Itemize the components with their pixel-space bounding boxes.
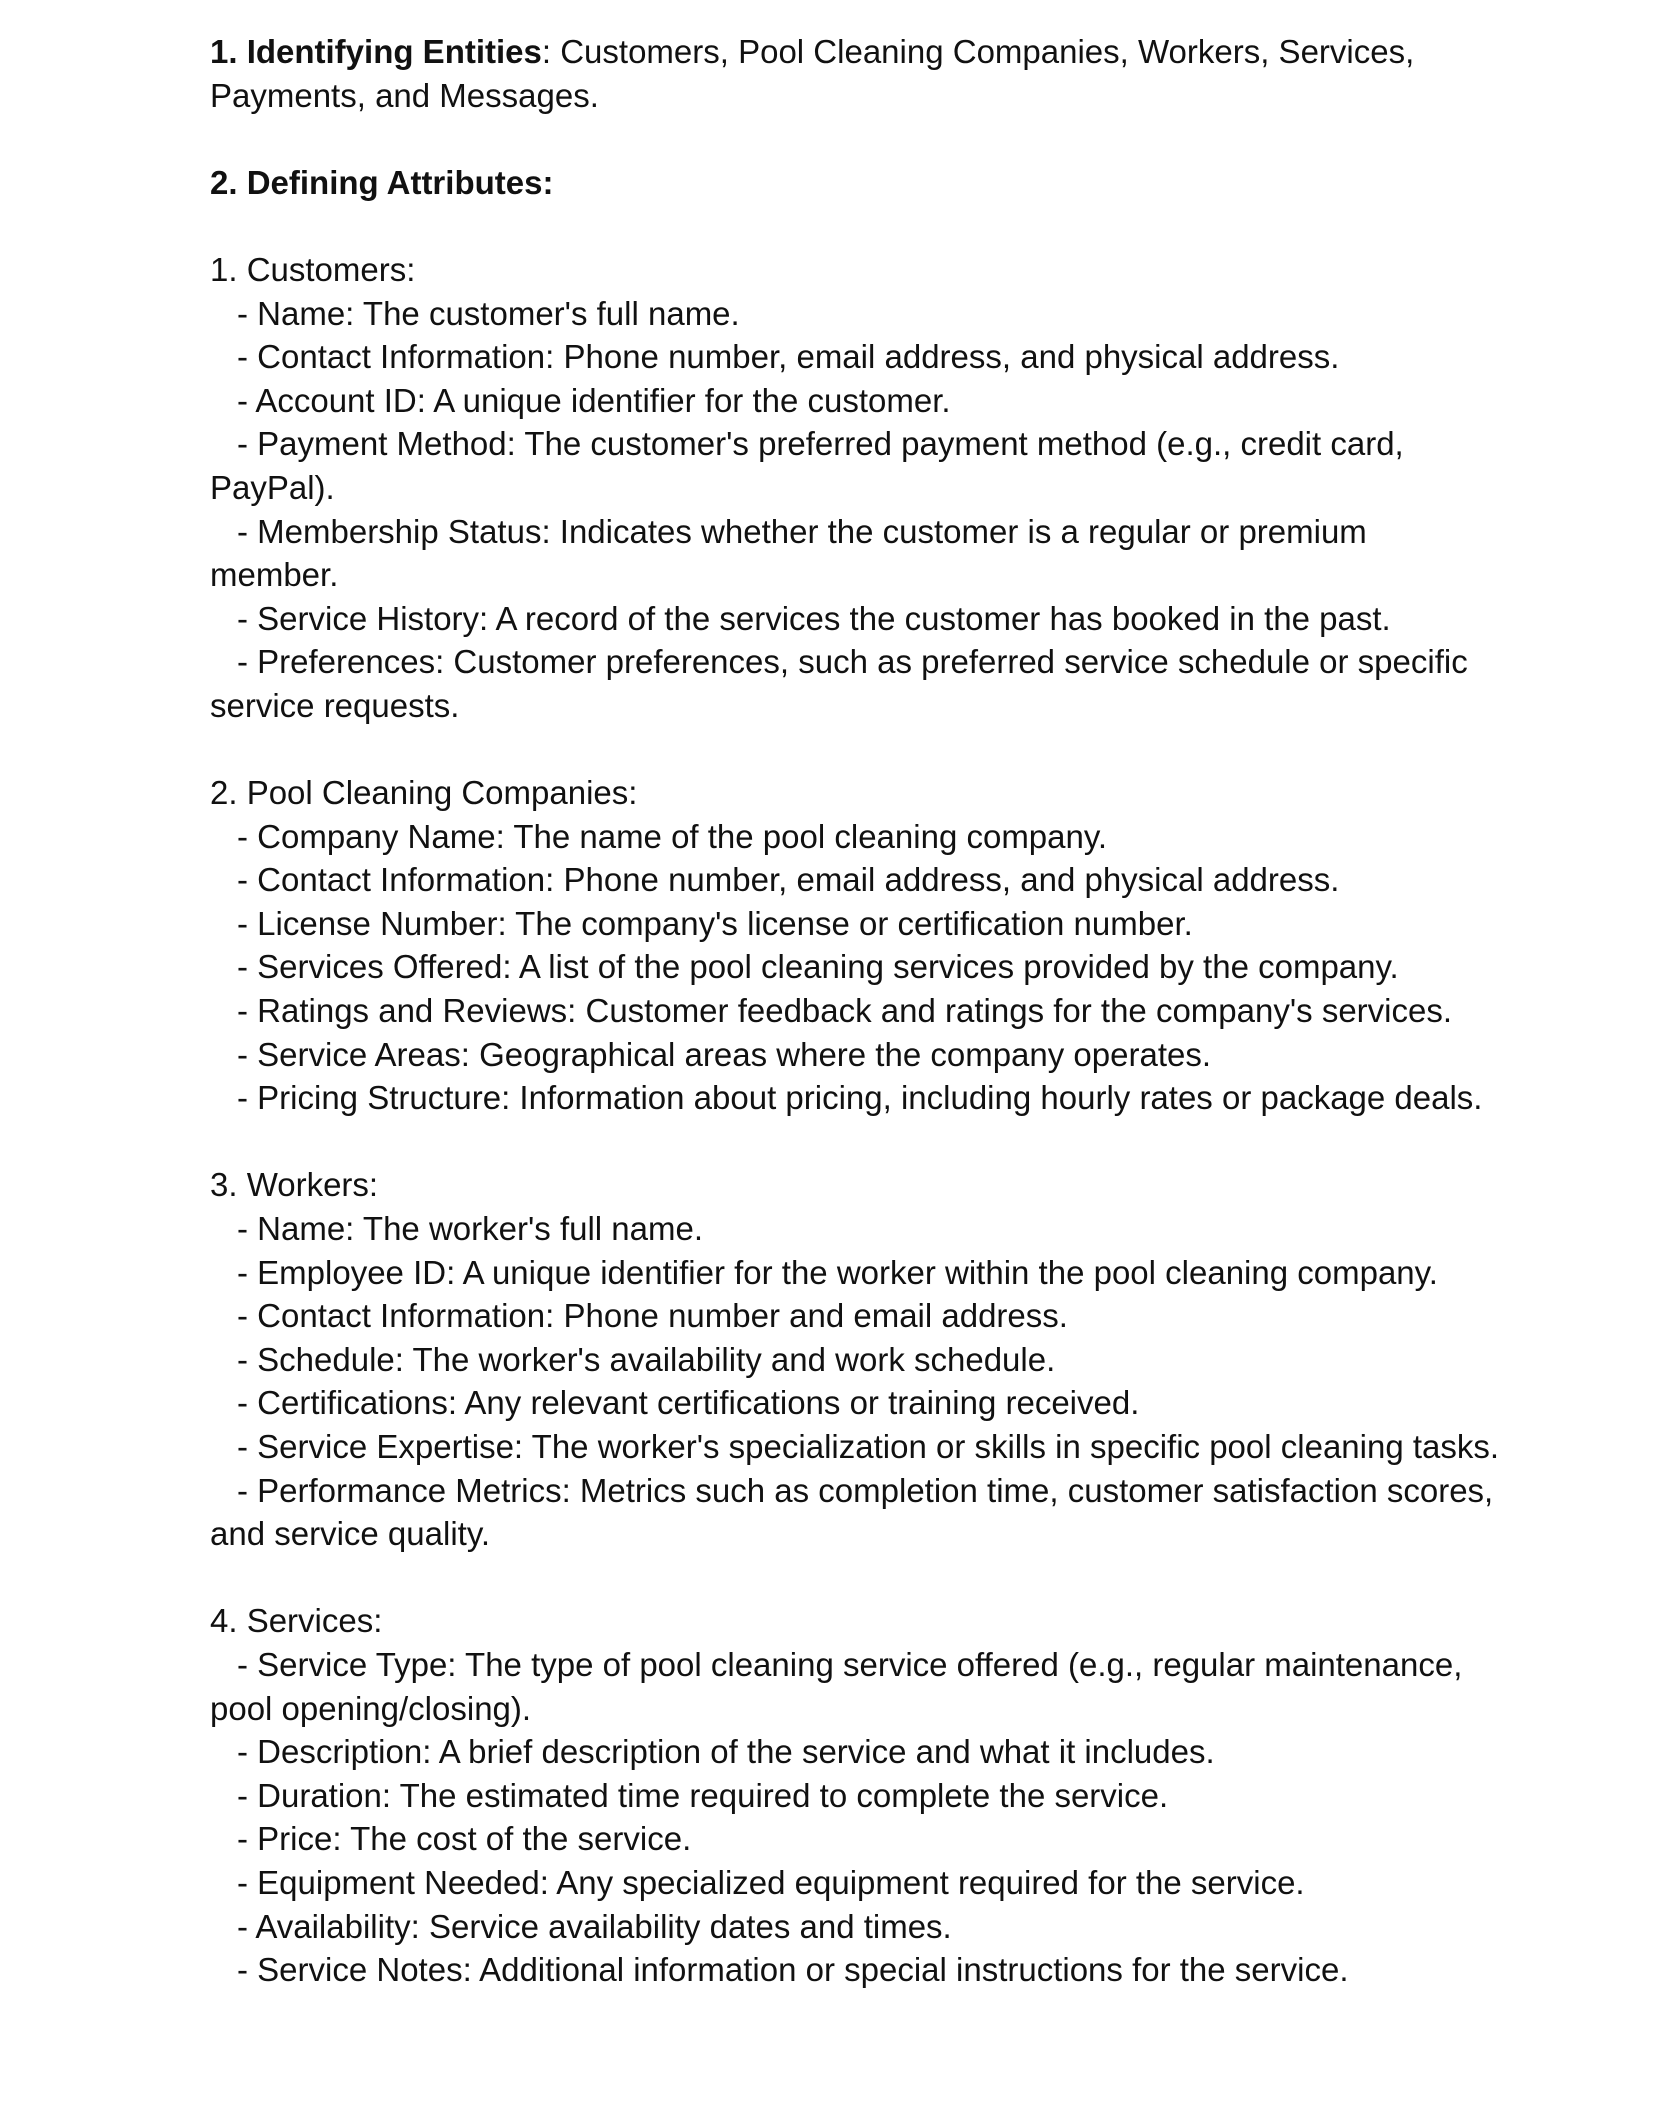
section-heading: 4. Services:	[210, 1602, 383, 1640]
attribute-item: - Name: The customer's full name.	[237, 294, 740, 332]
attribute-item: - Service Notes: Additional information or special instructions for the service.	[237, 1951, 1349, 1989]
attribute-item: - Payment Method: The customer's preferred payment method (e.g., credit card, PayPal).	[210, 425, 1413, 506]
attribute-item: - Pricing Structure: Information about pricing, including hourly rates or package deals.	[237, 1079, 1483, 1117]
spacer	[210, 1556, 1500, 1600]
attribute-item: - Membership Status: Indicates whether the customer is a regular or premium member.	[210, 512, 1376, 594]
attribute-item: - Services Offered: A list of the pool cleaning services provided by the company.	[237, 948, 1399, 986]
entity-sections	[210, 248, 1503, 1992]
attribute-item: - Certifications: Any relevant certifications or training received.	[237, 1384, 1140, 1422]
attribute-item: - Description: A brief description of the service and what it includes.	[237, 1733, 1215, 1771]
defining-attributes-heading: 2. Defining Attributes:	[210, 163, 554, 201]
attribute-item: - Contact Information: Phone number and email address.	[237, 1297, 1068, 1335]
attribute-item: - Account ID: A unique identifier for the customer.	[237, 381, 951, 419]
section-heading: 3. Workers:	[210, 1166, 379, 1204]
spacer	[210, 204, 1500, 248]
entity-section	[210, 1163, 1503, 1555]
attribute-item: - Contact Information: Phone number, email address, and physical address.	[237, 338, 1340, 376]
spacer	[210, 1120, 1500, 1164]
entity-section	[210, 248, 1500, 728]
attribute-item: - Service Type: The type of pool cleaning service offered (e.g., regular maintenance, pool opening/closing).	[210, 1645, 1472, 1727]
attribute-item: - Equipment Needed: Any specialized equipment required for the service.	[237, 1863, 1305, 1901]
attribute-item: - Availability: Service availability dates and times.	[237, 1907, 952, 1945]
attribute-item: - Service Areas: Geographical areas where the company operates.	[237, 1035, 1212, 1073]
attribute-item: - Service History: A record of the services the customer has booked in the past.	[237, 599, 1391, 637]
attribute-item: - Schedule: The worker's availability and work schedule.	[237, 1340, 1056, 1378]
attribute-item: - Performance Metrics: Metrics such as completion time, customer satisfaction scores, and service quality.	[210, 1471, 1503, 1553]
identifying-entities-label: 1. Identifying Entities	[210, 33, 542, 70]
attribute-item: - Service Expertise: The worker's specialization or skills in specific pool cleaning tasks.	[237, 1428, 1500, 1465]
spacer	[210, 728, 1500, 772]
attribute-item: - Preferences: Customer preferences, such as preferred service schedule or specific service requests.	[210, 643, 1477, 724]
attribute-item: - Duration: The estimated time required to complete the service.	[237, 1776, 1169, 1814]
section-heading: 1. Customers:	[210, 250, 416, 288]
document-body	[210, 30, 1503, 1992]
attribute-item: - Name: The worker's full name.	[237, 1210, 704, 1248]
attribute-item: - Employee ID: A unique identifier for the worker within the pool cleaning company.	[237, 1253, 1438, 1291]
attribute-item: - Company Name: The name of the pool cleaning company.	[237, 817, 1108, 855]
identifying-entities-text: : Customers, Pool Cleaning Companies, Workers, Services, Payments, and Messages.	[210, 33, 1424, 114]
attribute-item: - Price: The cost of the service.	[237, 1820, 692, 1858]
spacer	[210, 117, 1500, 161]
entity-section	[210, 771, 1500, 1120]
entity-section	[210, 1599, 1500, 1991]
attribute-item: - Contact Information: Phone number, email address, and physical address.	[237, 861, 1340, 899]
attribute-item: - License Number: The company's license or certification number.	[237, 904, 1193, 942]
identifying-entities-paragraph	[210, 30, 1500, 117]
section-heading: 2. Pool Cleaning Companies:	[210, 774, 638, 812]
attribute-item: - Ratings and Reviews: Customer feedback and ratings for the company's services.	[237, 992, 1453, 1030]
